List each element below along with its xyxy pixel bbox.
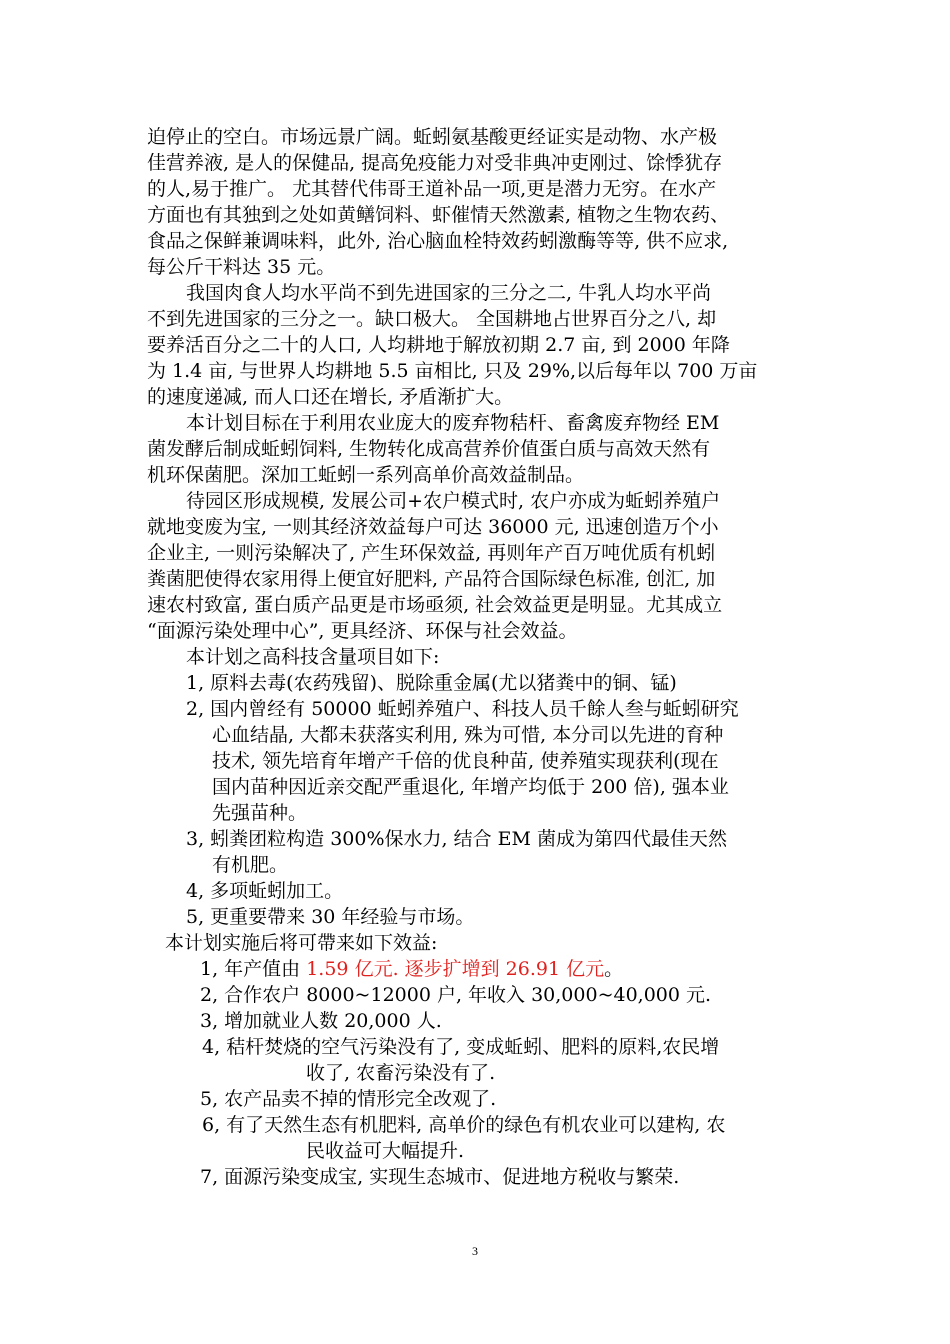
list-item: [200, 956, 623, 982]
text-line: 的速度递减, 而人口还在增长, 矛盾渐扩大。: [147, 386, 514, 408]
list-item: 2, 合作农户 8000~12000 户, 年收入 30,000~40,000 元.: [200, 984, 712, 1006]
list-item-text: 1, 年产值由: [200, 958, 307, 980]
text-line: 本计划实施后将可帶来如下效益:: [165, 932, 438, 954]
list-item: 6, 有了天然生态有机肥料, 高单价的绿色有机农业可以建构, 农: [202, 1114, 726, 1136]
list-item: 4, 秸杆焚烧的空气污染没有了, 变成蚯蚓、肥料的原料,农民增: [202, 1036, 720, 1058]
text-line: 就地变废为宝, 一则其经济效益每户可达 36000 元, 迅速创造万个小: [147, 516, 719, 538]
list-item-continuation: 先强苗种。: [212, 802, 308, 824]
highlighted-text: 1.59 亿元. 逐步扩增到 26.91 亿元: [306, 958, 605, 980]
text-line: 迫停止的空白。市场远景广阔。蚯蚓氨基酸更经证实是动物、水产极: [147, 126, 718, 148]
text-line: “面源污染处理中心”, 更具经济、环保与社会效益。: [147, 620, 578, 642]
text-line: 速农村致富, 蛋白质产品更是市场亟须, 社会效益更是明显。尤其成立: [147, 594, 723, 616]
list-item: 1, 原料去毒(农药残留)、脱除重金属(尤以猪粪中的铜、锰): [186, 672, 677, 694]
text-line: 佳营养液, 是人的保健品, 提高免疫能力对受非典冲吏刚过、馀悸犹存: [147, 152, 723, 174]
text-line: 的人,易于推广。 尤其替代伟哥王道补品一项,更是潜力无穷。在水产: [147, 178, 717, 200]
list-item-continuation: 国内苗种因近亲交配严重退化, 年增产均低于 200 倍), 强本业: [212, 776, 729, 798]
list-item: 4, 多项蚯蚓加工。: [186, 880, 344, 902]
text-line: 每公斤干料达 35 元。: [147, 256, 336, 278]
text-line: 本计划目标在于利用农业庞大的废弃物秸杆、畜禽废弃物经 EM: [186, 412, 720, 434]
list-item: 7, 面源污染变成宝, 实现生态城市、促进地方税收与繁荣.: [200, 1166, 680, 1188]
text-line: 食品之保鲜兼调味料，此外, 治心脑血栓特效药蚓激酶等等, 供不应求,: [147, 230, 729, 252]
page-number: 3: [472, 1244, 478, 1258]
text-line: 我国肉食人均水平尚不到先进国家的三分之二, 牛乳人均水平尚: [186, 282, 712, 304]
text-line: 本计划之高科技含量项目如下:: [186, 646, 440, 668]
text-line: 企业主, 一则污染解决了, 产生环保效益, 再则年产百万吨优质有机蚓: [147, 542, 716, 564]
text-line: 菌发酵后制成蚯蚓饲料, 生物转化成高营养价值蛋白质与高效天然有: [147, 438, 711, 460]
list-item: 3, 增加就业人数 20,000 人.: [200, 1010, 442, 1032]
text-line: 要养活百分之二十的人口, 人均耕地于解放初期 2.7 亩, 到 2000 年降: [147, 334, 730, 356]
text-line: 粪菌肥使得农家用得上便宜好肥料, 产品符合国际绿色标准, 创汇, 加: [147, 568, 716, 590]
list-item-continuation: 民收益可大幅提升.: [306, 1140, 465, 1162]
text-line: 不到先进国家的三分之一。缺口极大。 全国耕地占世界百分之八, 却: [147, 308, 717, 330]
list-item-text: 。: [604, 958, 624, 980]
list-item-continuation: 收了, 农畜污染没有了.: [306, 1062, 496, 1084]
text-line: 待园区形成规模, 发展公司+农户模式时, 农户亦成为蚯蚓养殖户: [186, 490, 721, 512]
text-line: 机环保菌肥。深加工蚯蚓一系列高单价高效益制品。: [147, 464, 585, 486]
list-item-continuation: 有机肥。: [212, 854, 289, 876]
text-line: 方面也有其独到之处如黄鳝饲料、虾催情天然激素, 植物之生物农药、: [147, 204, 730, 226]
list-item-continuation: 技术, 领先培育年增产千倍的优良种苗, 使养殖实现获利(现在: [212, 750, 719, 772]
list-item: 5, 更重要帶来 30 年经验与市场。: [186, 906, 475, 928]
list-item: 2, 国内曾经有 50000 蚯蚓养殖户、科技人员千餘人叁与蚯蚓研究: [186, 698, 739, 720]
list-item: 5, 农产品卖不掉的情形完全改观了.: [200, 1088, 497, 1110]
list-item-continuation: 心血结晶, 大都未获落实利用, 殊为可惜, 本分司以先进的育种: [212, 724, 724, 746]
list-item: 3, 蚓粪团粒构造 300%保水力, 结合 EM 菌成为第四代最佳天然: [186, 828, 728, 850]
text-line: 为 1.4 亩, 与世界人均耕地 5.5 亩相比, 只及 29%,以后每年以 700 万亩: [147, 360, 758, 382]
